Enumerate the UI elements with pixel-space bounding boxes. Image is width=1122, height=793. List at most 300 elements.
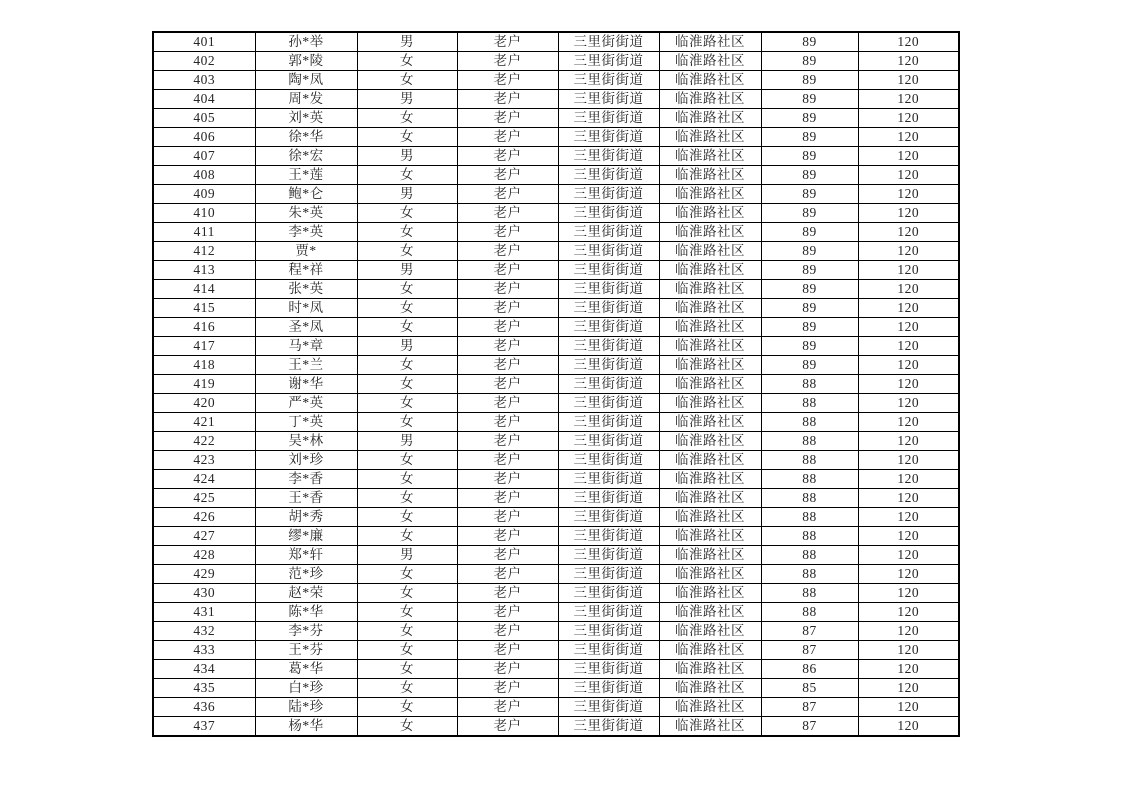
cell-gender: 女: [357, 375, 457, 394]
cell-name: 刘*珍: [255, 451, 357, 470]
cell-row-number: 405: [153, 109, 255, 128]
cell-community: 临淮路社区: [659, 451, 761, 470]
cell-street: 三里街街道: [558, 318, 659, 337]
table-row: [153, 32, 959, 52]
cell-name: 丁*英: [255, 413, 357, 432]
cell-score: 89: [761, 166, 858, 185]
cell-amount: 120: [858, 204, 959, 223]
cell-amount: 120: [858, 242, 959, 261]
cell-amount: 120: [858, 128, 959, 147]
cell-gender: 女: [357, 204, 457, 223]
cell-amount: 120: [858, 71, 959, 90]
cell-name: 陶*凤: [255, 71, 357, 90]
cell-row-number: 423: [153, 451, 255, 470]
cell-name: 徐*华: [255, 128, 357, 147]
table-row: [153, 299, 959, 318]
table-row: [153, 508, 959, 527]
cell-gender: 女: [357, 128, 457, 147]
cell-community: 临淮路社区: [659, 622, 761, 641]
cell-score: 88: [761, 527, 858, 546]
cell-name: 程*祥: [255, 261, 357, 280]
cell-street: 三里街街道: [558, 71, 659, 90]
cell-household-type: 老户: [457, 660, 558, 679]
cell-gender: 男: [357, 90, 457, 109]
cell-amount: 120: [858, 546, 959, 565]
cell-community: 临淮路社区: [659, 185, 761, 204]
cell-street: 三里街街道: [558, 90, 659, 109]
cell-gender: 女: [357, 318, 457, 337]
cell-row-number: 433: [153, 641, 255, 660]
cell-street: 三里街街道: [558, 185, 659, 204]
cell-community: 临淮路社区: [659, 318, 761, 337]
cell-gender: 女: [357, 565, 457, 584]
cell-street: 三里街街道: [558, 451, 659, 470]
cell-street: 三里街街道: [558, 527, 659, 546]
table-row: [153, 451, 959, 470]
cell-score: 88: [761, 565, 858, 584]
table-row: [153, 109, 959, 128]
cell-street: 三里街街道: [558, 489, 659, 508]
cell-row-number: 431: [153, 603, 255, 622]
table-row: [153, 565, 959, 584]
cell-community: 临淮路社区: [659, 223, 761, 242]
cell-gender: 男: [357, 185, 457, 204]
cell-amount: 120: [858, 52, 959, 71]
cell-name: 严*英: [255, 394, 357, 413]
cell-row-number: 430: [153, 584, 255, 603]
cell-name: 徐*宏: [255, 147, 357, 166]
cell-household-type: 老户: [457, 603, 558, 622]
cell-name: 时*凤: [255, 299, 357, 318]
cell-amount: 120: [858, 717, 959, 737]
cell-score: 85: [761, 679, 858, 698]
cell-score: 88: [761, 584, 858, 603]
cell-household-type: 老户: [457, 147, 558, 166]
cell-street: 三里街街道: [558, 698, 659, 717]
cell-name: 李*英: [255, 223, 357, 242]
cell-row-number: 408: [153, 166, 255, 185]
table-row: [153, 470, 959, 489]
cell-amount: 120: [858, 470, 959, 489]
cell-community: 临淮路社区: [659, 603, 761, 622]
cell-community: 临淮路社区: [659, 32, 761, 52]
cell-household-type: 老户: [457, 413, 558, 432]
table-row: [153, 546, 959, 565]
cell-row-number: 410: [153, 204, 255, 223]
cell-row-number: 420: [153, 394, 255, 413]
cell-gender: 女: [357, 394, 457, 413]
cell-row-number: 425: [153, 489, 255, 508]
cell-name: 陆*珍: [255, 698, 357, 717]
cell-row-number: 404: [153, 90, 255, 109]
cell-gender: 男: [357, 546, 457, 565]
cell-row-number: 426: [153, 508, 255, 527]
cell-row-number: 421: [153, 413, 255, 432]
cell-community: 临淮路社区: [659, 204, 761, 223]
cell-name: 圣*凤: [255, 318, 357, 337]
table-row: [153, 641, 959, 660]
table-row: [153, 71, 959, 90]
cell-gender: 女: [357, 280, 457, 299]
cell-street: 三里街街道: [558, 413, 659, 432]
cell-score: 87: [761, 641, 858, 660]
cell-household-type: 老户: [457, 546, 558, 565]
cell-score: 86: [761, 660, 858, 679]
cell-community: 临淮路社区: [659, 432, 761, 451]
cell-household-type: 老户: [457, 337, 558, 356]
cell-household-type: 老户: [457, 185, 558, 204]
cell-household-type: 老户: [457, 489, 558, 508]
cell-row-number: 432: [153, 622, 255, 641]
cell-amount: 120: [858, 318, 959, 337]
cell-street: 三里街街道: [558, 280, 659, 299]
cell-gender: 女: [357, 584, 457, 603]
cell-amount: 120: [858, 394, 959, 413]
cell-household-type: 老户: [457, 641, 558, 660]
cell-gender: 女: [357, 698, 457, 717]
cell-community: 临淮路社区: [659, 660, 761, 679]
roster-table-body: [153, 32, 959, 736]
cell-row-number: 409: [153, 185, 255, 204]
cell-name: 张*英: [255, 280, 357, 299]
cell-gender: 男: [357, 147, 457, 166]
cell-street: 三里街街道: [558, 242, 659, 261]
cell-score: 89: [761, 185, 858, 204]
cell-name: 刘*英: [255, 109, 357, 128]
cell-gender: 女: [357, 299, 457, 318]
cell-community: 临淮路社区: [659, 261, 761, 280]
cell-row-number: 429: [153, 565, 255, 584]
cell-household-type: 老户: [457, 622, 558, 641]
cell-amount: 120: [858, 622, 959, 641]
cell-amount: 120: [858, 166, 959, 185]
cell-score: 89: [761, 52, 858, 71]
cell-gender: 女: [357, 451, 457, 470]
cell-street: 三里街街道: [558, 603, 659, 622]
cell-household-type: 老户: [457, 375, 558, 394]
cell-household-type: 老户: [457, 166, 558, 185]
cell-name: 白*珍: [255, 679, 357, 698]
cell-community: 临淮路社区: [659, 109, 761, 128]
cell-community: 临淮路社区: [659, 337, 761, 356]
cell-street: 三里街街道: [558, 641, 659, 660]
cell-community: 临淮路社区: [659, 394, 761, 413]
cell-name: 陈*华: [255, 603, 357, 622]
cell-household-type: 老户: [457, 451, 558, 470]
cell-gender: 女: [357, 489, 457, 508]
cell-street: 三里街街道: [558, 147, 659, 166]
cell-household-type: 老户: [457, 394, 558, 413]
cell-household-type: 老户: [457, 356, 558, 375]
cell-household-type: 老户: [457, 223, 558, 242]
cell-amount: 120: [858, 698, 959, 717]
cell-gender: 女: [357, 622, 457, 641]
cell-community: 临淮路社区: [659, 679, 761, 698]
cell-household-type: 老户: [457, 508, 558, 527]
cell-row-number: 436: [153, 698, 255, 717]
cell-amount: 120: [858, 527, 959, 546]
cell-street: 三里街街道: [558, 32, 659, 52]
cell-score: 89: [761, 128, 858, 147]
table-row: [153, 90, 959, 109]
cell-street: 三里街街道: [558, 299, 659, 318]
cell-amount: 120: [858, 223, 959, 242]
cell-name: 朱*英: [255, 204, 357, 223]
cell-street: 三里街街道: [558, 204, 659, 223]
cell-community: 临淮路社区: [659, 147, 761, 166]
cell-household-type: 老户: [457, 717, 558, 737]
cell-street: 三里街街道: [558, 546, 659, 565]
cell-amount: 120: [858, 375, 959, 394]
cell-community: 临淮路社区: [659, 280, 761, 299]
cell-score: 88: [761, 546, 858, 565]
cell-name: 缪*廉: [255, 527, 357, 546]
cell-gender: 男: [357, 32, 457, 52]
cell-street: 三里街街道: [558, 432, 659, 451]
cell-score: 89: [761, 356, 858, 375]
table-row: [153, 356, 959, 375]
cell-row-number: 437: [153, 717, 255, 737]
cell-gender: 女: [357, 508, 457, 527]
cell-name: 胡*秀: [255, 508, 357, 527]
cell-household-type: 老户: [457, 280, 558, 299]
cell-street: 三里街街道: [558, 508, 659, 527]
cell-score: 88: [761, 603, 858, 622]
cell-name: 马*章: [255, 337, 357, 356]
cell-row-number: 418: [153, 356, 255, 375]
cell-score: 89: [761, 223, 858, 242]
cell-community: 临淮路社区: [659, 508, 761, 527]
cell-community: 临淮路社区: [659, 565, 761, 584]
cell-row-number: 403: [153, 71, 255, 90]
cell-name: 谢*华: [255, 375, 357, 394]
cell-row-number: 424: [153, 470, 255, 489]
cell-household-type: 老户: [457, 52, 558, 71]
cell-row-number: 427: [153, 527, 255, 546]
cell-amount: 120: [858, 413, 959, 432]
cell-amount: 120: [858, 603, 959, 622]
table-row: [153, 432, 959, 451]
cell-street: 三里街街道: [558, 565, 659, 584]
cell-name: 贾*: [255, 242, 357, 261]
table-row: [153, 52, 959, 71]
cell-score: 89: [761, 147, 858, 166]
cell-community: 临淮路社区: [659, 166, 761, 185]
cell-gender: 女: [357, 527, 457, 546]
cell-row-number: 422: [153, 432, 255, 451]
cell-amount: 120: [858, 109, 959, 128]
cell-community: 临淮路社区: [659, 90, 761, 109]
cell-score: 87: [761, 698, 858, 717]
cell-score: 89: [761, 71, 858, 90]
table-row: [153, 394, 959, 413]
cell-gender: 女: [357, 71, 457, 90]
cell-community: 临淮路社区: [659, 242, 761, 261]
cell-street: 三里街街道: [558, 660, 659, 679]
cell-street: 三里街街道: [558, 394, 659, 413]
cell-amount: 120: [858, 584, 959, 603]
cell-community: 临淮路社区: [659, 717, 761, 737]
cell-community: 临淮路社区: [659, 584, 761, 603]
cell-score: 88: [761, 451, 858, 470]
cell-gender: 女: [357, 109, 457, 128]
table-row: [153, 660, 959, 679]
cell-household-type: 老户: [457, 565, 558, 584]
cell-street: 三里街街道: [558, 470, 659, 489]
cell-row-number: 419: [153, 375, 255, 394]
cell-gender: 女: [357, 717, 457, 737]
cell-score: 88: [761, 413, 858, 432]
cell-household-type: 老户: [457, 698, 558, 717]
cell-community: 临淮路社区: [659, 698, 761, 717]
cell-amount: 120: [858, 451, 959, 470]
table-row: [153, 584, 959, 603]
cell-household-type: 老户: [457, 432, 558, 451]
cell-row-number: 411: [153, 223, 255, 242]
cell-street: 三里街街道: [558, 337, 659, 356]
cell-street: 三里街街道: [558, 128, 659, 147]
cell-score: 88: [761, 375, 858, 394]
cell-household-type: 老户: [457, 299, 558, 318]
cell-gender: 女: [357, 603, 457, 622]
cell-row-number: 428: [153, 546, 255, 565]
cell-community: 临淮路社区: [659, 375, 761, 394]
cell-name: 赵*荣: [255, 584, 357, 603]
cell-score: 89: [761, 299, 858, 318]
cell-row-number: 416: [153, 318, 255, 337]
table-row: [153, 128, 959, 147]
cell-row-number: 435: [153, 679, 255, 698]
cell-name: 王*兰: [255, 356, 357, 375]
cell-household-type: 老户: [457, 470, 558, 489]
cell-score: 89: [761, 32, 858, 52]
table-row: [153, 166, 959, 185]
cell-community: 临淮路社区: [659, 71, 761, 90]
cell-name: 杨*华: [255, 717, 357, 737]
cell-community: 临淮路社区: [659, 470, 761, 489]
cell-row-number: 415: [153, 299, 255, 318]
table-row: [153, 603, 959, 622]
cell-gender: 女: [357, 641, 457, 660]
cell-row-number: 407: [153, 147, 255, 166]
cell-row-number: 417: [153, 337, 255, 356]
table-row: [153, 622, 959, 641]
cell-street: 三里街街道: [558, 109, 659, 128]
cell-household-type: 老户: [457, 109, 558, 128]
cell-amount: 120: [858, 185, 959, 204]
cell-amount: 120: [858, 432, 959, 451]
cell-amount: 120: [858, 565, 959, 584]
cell-name: 王*香: [255, 489, 357, 508]
table-row: [153, 337, 959, 356]
cell-community: 临淮路社区: [659, 546, 761, 565]
cell-amount: 120: [858, 337, 959, 356]
cell-street: 三里街街道: [558, 375, 659, 394]
table-row: [153, 204, 959, 223]
cell-household-type: 老户: [457, 204, 558, 223]
cell-amount: 120: [858, 356, 959, 375]
cell-row-number: 413: [153, 261, 255, 280]
cell-score: 89: [761, 204, 858, 223]
cell-score: 88: [761, 470, 858, 489]
table-row: [153, 527, 959, 546]
cell-household-type: 老户: [457, 32, 558, 52]
cell-gender: 女: [357, 242, 457, 261]
cell-street: 三里街街道: [558, 52, 659, 71]
cell-score: 89: [761, 261, 858, 280]
table-row: [153, 318, 959, 337]
cell-household-type: 老户: [457, 679, 558, 698]
cell-name: 王*莲: [255, 166, 357, 185]
cell-street: 三里街街道: [558, 584, 659, 603]
cell-street: 三里街街道: [558, 622, 659, 641]
cell-household-type: 老户: [457, 242, 558, 261]
cell-score: 89: [761, 109, 858, 128]
cell-amount: 120: [858, 261, 959, 280]
cell-score: 88: [761, 508, 858, 527]
cell-score: 88: [761, 489, 858, 508]
cell-amount: 120: [858, 147, 959, 166]
cell-score: 87: [761, 717, 858, 737]
cell-score: 87: [761, 622, 858, 641]
table-row: [153, 185, 959, 204]
cell-name: 李*香: [255, 470, 357, 489]
cell-score: 89: [761, 280, 858, 299]
table-row: [153, 698, 959, 717]
cell-community: 临淮路社区: [659, 299, 761, 318]
cell-gender: 女: [357, 679, 457, 698]
table-row: [153, 413, 959, 432]
cell-household-type: 老户: [457, 318, 558, 337]
cell-row-number: 434: [153, 660, 255, 679]
cell-gender: 女: [357, 52, 457, 71]
cell-community: 临淮路社区: [659, 52, 761, 71]
cell-street: 三里街街道: [558, 223, 659, 242]
cell-name: 李*芬: [255, 622, 357, 641]
cell-score: 89: [761, 337, 858, 356]
cell-household-type: 老户: [457, 90, 558, 109]
table-row: [153, 375, 959, 394]
cell-community: 临淮路社区: [659, 356, 761, 375]
table-row: [153, 223, 959, 242]
cell-name: 鲍*仑: [255, 185, 357, 204]
cell-street: 三里街街道: [558, 261, 659, 280]
cell-community: 临淮路社区: [659, 489, 761, 508]
cell-household-type: 老户: [457, 584, 558, 603]
cell-household-type: 老户: [457, 71, 558, 90]
cell-household-type: 老户: [457, 527, 558, 546]
cell-gender: 男: [357, 261, 457, 280]
cell-amount: 120: [858, 508, 959, 527]
cell-gender: 女: [357, 413, 457, 432]
cell-amount: 120: [858, 280, 959, 299]
cell-score: 88: [761, 432, 858, 451]
cell-street: 三里街街道: [558, 717, 659, 737]
cell-gender: 女: [357, 166, 457, 185]
cell-community: 临淮路社区: [659, 527, 761, 546]
table-row: [153, 679, 959, 698]
cell-street: 三里街街道: [558, 679, 659, 698]
cell-community: 临淮路社区: [659, 641, 761, 660]
cell-gender: 男: [357, 337, 457, 356]
cell-name: 葛*华: [255, 660, 357, 679]
table-row: [153, 261, 959, 280]
cell-gender: 女: [357, 223, 457, 242]
cell-row-number: 406: [153, 128, 255, 147]
cell-amount: 120: [858, 90, 959, 109]
cell-score: 88: [761, 394, 858, 413]
cell-name: 吴*林: [255, 432, 357, 451]
